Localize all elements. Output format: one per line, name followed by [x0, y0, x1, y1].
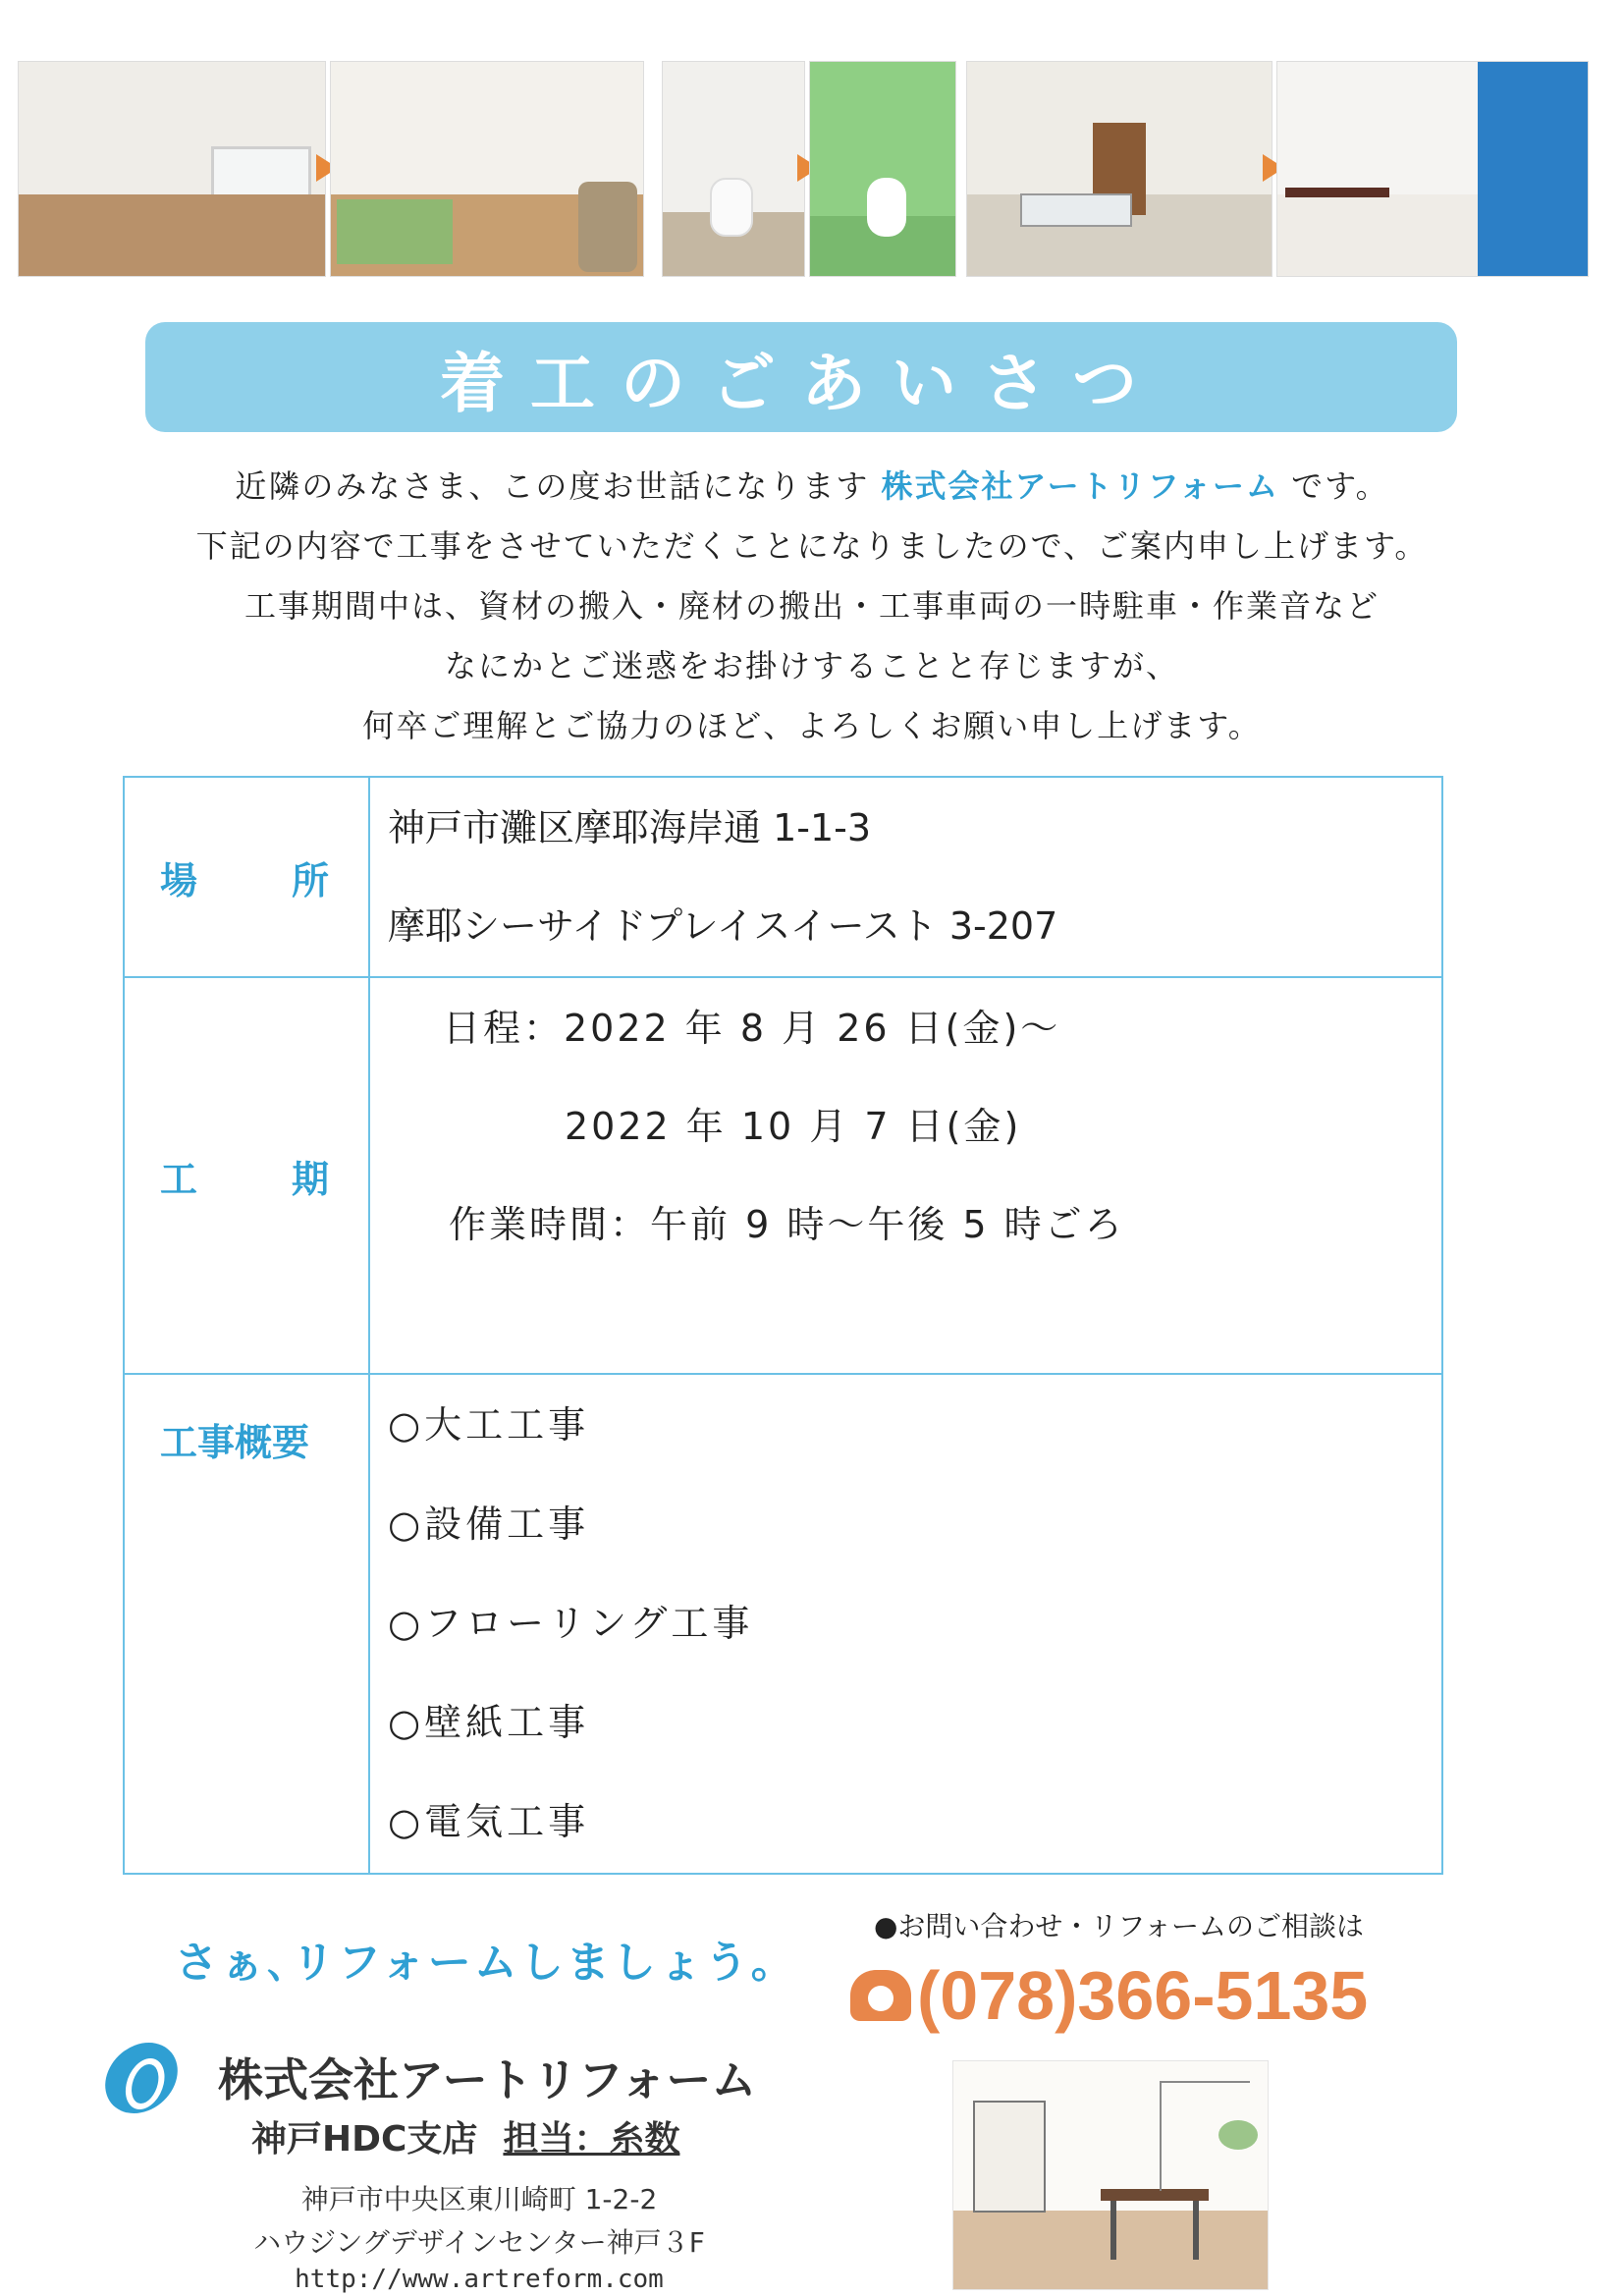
company-logo-icon [98, 2043, 184, 2113]
schedule-end: 2022 年 10 月 7 日(金) [565, 1105, 1022, 1148]
title-banner [145, 322, 1457, 432]
address-line-2: 摩耶シーサイドプレイスイースト 3-207 [388, 904, 1058, 948]
photo-living-before [18, 61, 326, 277]
photo-dining-after [1276, 61, 1589, 277]
phone-text: (078)366-5135 [917, 1957, 1369, 2034]
location-value [369, 777, 1442, 977]
staff-name: 担当：糸数 [503, 2119, 680, 2159]
work-item: ○設備工事 [388, 1503, 590, 1546]
branch-line [251, 2111, 679, 2161]
company-name: 株式会社アートリフォーム [218, 2053, 757, 2106]
contact-label: ●お問い合わせ・リフォームのご相談は [874, 1910, 1365, 1942]
greeting-line-5: 何卒ご理解とご協力のほど、よろしくお願い申し上げます。 [362, 707, 1262, 744]
overview-header: 工事概要 [124, 1374, 369, 1874]
schedule-start: 日程：2022 年 8 月 26 日(金)～ [443, 1007, 1061, 1050]
table-row-overview [124, 1374, 1442, 1874]
overview-value [369, 1374, 1442, 1874]
photo-toilet-before [662, 61, 805, 277]
greeting-text [98, 457, 1526, 756]
interior-sketch-illustration [952, 2060, 1269, 2290]
phone-number[interactable] [850, 1956, 1368, 2035]
work-hours: 作業時間：午前 9 時～午後 5 時ごろ [449, 1203, 1125, 1246]
before-after-photo-strip [18, 61, 1587, 275]
greeting-line-1: 近隣のみなさま、この度お世話になります 株式会社アートリフォーム です。 [235, 467, 1389, 505]
work-item: ○壁紙工事 [388, 1701, 590, 1744]
tagline: さぁ､リフォームしましょう。 [175, 1938, 797, 1988]
table-row-period [124, 977, 1442, 1374]
work-item: ○フローリング工事 [388, 1602, 754, 1645]
work-item: ○電気工事 [388, 1800, 590, 1843]
greeting-line-4: なにかとご迷惑をお掛けすることと存じますが、 [444, 647, 1179, 684]
address-line-1: 神戸市中央区東川崎町 1-2-2 [300, 2183, 658, 2215]
photo-toilet-after [809, 61, 956, 277]
address-line-1: 神戸市灘区摩耶海岸通 1-1-3 [388, 806, 872, 849]
work-item: ○大工工事 [388, 1403, 590, 1447]
greeting-company-name: 株式会社アートリフォーム [881, 467, 1279, 505]
location-header: 場 所 [124, 777, 369, 977]
greeting-line-3: 工事期間中は、資材の搬入・廃材の搬出・工事車両の一時駐車・作業音など [244, 587, 1380, 625]
period-header: 工 期 [124, 977, 369, 1374]
construction-info-table [123, 776, 1443, 1875]
page-title: 着工のごあいさつ [440, 344, 1163, 421]
greeting-line-2: 下記の内容で工事をさせていただくことになりましたので、ご案内申し上げます。 [195, 527, 1429, 565]
period-value [369, 977, 1442, 1374]
website-link[interactable]: http://www.artreform.com [295, 2265, 664, 2294]
table-row-location [124, 777, 1442, 977]
photo-dining-before [966, 61, 1272, 277]
branch-name: 神戸HDC支店 [251, 2119, 478, 2159]
photo-living-after [330, 61, 644, 277]
address-line-2: ハウジングデザインセンター神戸３F [253, 2226, 705, 2259]
phone-icon [850, 1970, 911, 2021]
